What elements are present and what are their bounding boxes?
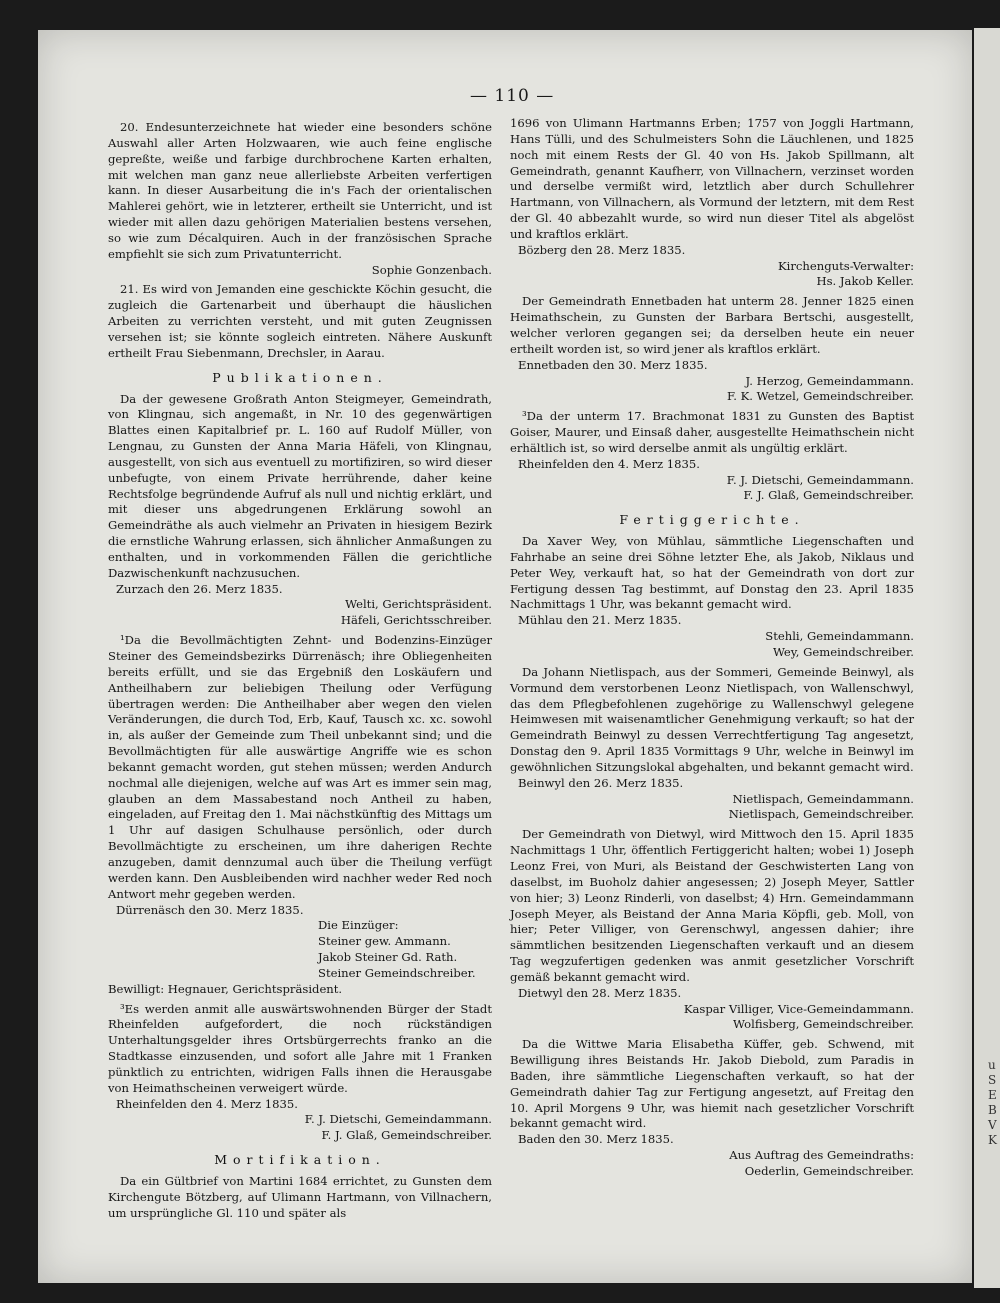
notice-date-line: Dietwyl den 28. Merz 1835. [518,985,682,1000]
adjacent-page-fragment: V [988,1118,997,1132]
notice-signature: Häfeli, Gerichtsschreiber. [340,613,492,628]
notice-signature: F. J. Dietschi, Gemeindammann. [304,1112,492,1127]
section-heading: Mortifikation. [214,1152,386,1168]
notice-paragraph: Da die Wittwe Maria Elisabetha Küffer, geb. Schwend, mit Bewilligung ihres Beistands Hr. Jakob Diebold, zum Paradis in Baden, ihre sämmtliche Liegenschaften verkauft, so hat der Gemeindrath dahier Tag zur Fertigung angesetzt, auf Freitag den 10. April Morgens 9 Uhr, was hiemit nach gesetzlicher Vorschrift bekannt gemacht wird. [510,1037,914,1131]
notice-signature: Sophie Gonzenbach. [371,262,492,277]
notice-paragraph: 20. Endesunterzeichnete hat wieder eine besonders schöne Auswahl aller Arten Holzwaaren, wie auch feine englische gepreßte, weiße und farbige durchbrochene Karten erhalten, mit welchen man ganz neue allerliebste Arbeiten verfertigen kann. In dieser Ausarbeitung die in's Fach der orientalischen Mahlerei gehört, wie in letzterer, ertheilt sie Unterricht, und ist wieder mit allen dazu gehörigen Materialien bestens versehen, so wie zum Décalquiren. Auch in der französischen Sprache empfiehlt sie sich zum Privatunterricht. [108,120,492,261]
notice-paragraph: ³Da der unterm 17. Brachmonat 1831 zu Gunsten des Baptist Goiser, Maurer, und Einsaß daher, ausgestellte Heimathschein nicht erhältlich ist, so wird derselbe anmit als ungültig erklärt. [510,409,914,455]
adjacent-page-blank [974,28,1000,1058]
notice-signature: Die Einzüger: [318,918,399,933]
notice-signature: Jakob Steiner Gd. Rath. [318,950,458,965]
notice-paragraph: Da Johann Nietlispach, aus der Sommeri, Gemeinde Beinwyl, als Vormund dem verstorbenen Leonz Nietlispach, von Wallenschwyl, das dem Pflegbefohlenen zugehörige zu Wallenschwyl gelegene Heimwesen mit waisenamtlicher Genehmigung verkauft; so hat der Gemeindrath Beinwyl zu dessen Verrechtfertigung Tag angesetzt, Donstag den 9. April 1835 Vormittags 9 Uhr, welche in Beinwyl im gewöhnlichen Sitzungslokal abgehalten, und bekannt gemacht wird. [510,664,914,774]
adjacent-page-fragment: u [988,1058,996,1072]
notice-date-line: Dürrenäsch den 30. Merz 1835. [116,902,304,917]
notice-signature: Aus Auftrag des Gemeindraths: [729,1148,914,1163]
notice-signature: Nietlispach, Gemeindschreiber. [728,807,914,822]
notice-date-line: Beinwyl den 26. Merz 1835. [518,775,684,790]
notice-paragraph: Der Gemeindrath von Dietwyl, wird Mittwoch den 15. April 1835 Nachmittags 1 Uhr, öffentlich Fertiggericht halten; wobei 1) Joseph Leonz Frei, von Muri, als Beistand der Geschwisterten Lang von daselbst, im Buoholz dahier angesessen; 2) Joseph Meyer, Sattler von hier; 3) Leonz Rinderli, von daselbst; 4) Hrn. Gemeindammann Joseph Meyer, als Beistand der Anna Maria Köpfli, geb. Moll, von hier; Peter Villiger, von Gerenschwyl, angessen dahier; ihre sämmtlichen besitzenden Liegenschaften verkauft und an diesem Tag wegzufertigen gedenken was anmit gesetzlicher Vorschrift gemäß bekannt gemacht wird. [510,827,914,984]
notice-signature: F. J. Glaß, Gemeindschreiber. [321,1128,492,1143]
notice-paragraph: Der Gemeindrath Ennetbaden hat unterm 28. Jenner 1825 einen Heimathschein, zu Gunsten der Barbara Bertschi, ausgestellt, welcher verloren gegangen sei; da derselben heute ein neuer ertheilt worden ist, so wird jener als kraftlos erklärt. [510,294,914,356]
notice-signature: Oederlin, Gemeindschreiber. [744,1164,914,1178]
notice-date-line: Rheinfelden den 4. Merz 1835. [518,456,700,471]
left-column [108,116,492,1222]
notice-signature: Steiner gew. Ammann. [318,934,451,949]
notice-date-line: Rheinfelden den 4. Merz 1835. [116,1096,298,1111]
notice-paragraph: ³Es werden anmit alle auswärtswohnenden Bürger der Stadt Rheinfelden aufgefordert, die noch rückständigen Unterhaltungsgelder ihres Ortsbürgerrechts franko an die Stadtkasse einzusenden, und sofort alle Jahre mit 1 Franken pünktlich zu entrichten, widrigen Falls ihnen die Herausgabe von Heimathscheinen verweigert würde. [108,1001,492,1095]
notice-signature: J. Herzog, Gemeindammann. [745,373,914,388]
notice-signature: F. K. Wetzel, Gemeindschreiber. [726,389,914,404]
section-heading: Fertiggerichte. [619,512,805,528]
notice-signature: Stehli, Gemeindammann. [765,629,914,644]
notice-signature: Nietlispach, Gemeindammann. [732,791,914,806]
notice-signature: F. J. Glaß, Gemeindschreiber. [743,488,914,503]
notice-signature: Wey, Gemeindschreiber. [772,645,914,659]
notice-date-line: Zurzach den 26. Merz 1835. [116,581,283,596]
adjacent-page-fragment: K [988,1133,997,1147]
adjacent-page-fragment: B [988,1103,997,1117]
adjacent-page-edge [974,28,1000,1288]
adjacent-page-fragment: E [988,1088,997,1102]
notice-date-line: Baden den 30. Merz 1835. [518,1132,674,1147]
notice-date-line: Ennetbaden den 30. Merz 1835. [518,357,708,372]
notice-signature: Welti, Gerichtspräsident. [345,597,492,612]
right-column [510,116,914,1180]
notice-text: Bewilligt: Hegnauer, Gerichtspräsident. [108,981,343,996]
notice-signature: F. J. Dietschi, Gemeindammann. [726,472,914,487]
notice-text: 1696 von Ulimann Hartmanns Erben; 1757 von Joggli Hartmann, Hans Tülli, und des Schulmeisters Sohn die Läuchlenen, und 1825 noch mit einem Rests der Gl. 40 von Hs. Jakob Spillmann, alt Gemeindrath, genannt Kaufherr, von Villnachern, verzinset worden und derselbe vermißt wird, letztlich aber durch Schullehrer Hartmann, von Villnachern, als Vormund der letztern, mit dem Rest der Gl. 40 abbezahlt wurde, so wird nun dieser Titel als abgelöst und kraftlos erklärt. [510,116,914,241]
notice-signature: Wolfisberg, Gemeindschreiber. [733,1017,914,1032]
notice-date-line: Bözberg den 28. Merz 1835. [518,242,686,257]
notice-signature: Kaspar Villiger, Vice-Gemeindammann. [683,1001,914,1016]
notice-paragraph: ¹Da die Bevollmächtigten Zehnt- und Bodenzins-Einzüger Steiner des Gemeindsbezirks Dürrenäsch; ihre Obliegenheiten bereits erfüllt, und sie das Ergebniß den Loskäufern und Antheilhabern zur beliebigen Theilung oder Verfügung übertragen werden: Die Antheilhaber aber wegen den vielen Veränderungen, die durch Tod, Erb, Kauf, Tausch xc. xc. sowohl in, als außer der Gemeinde zum Theil unbekannt sind; und die Bevollmächtigten für alle auswärtige Angriffe wie es schon bekannt gemacht worden, gut stehen müssen; werden Andurch nochmal alle diejenigen, welche auf was Art es immer sein mag, glauben an dem Massabestand noch Antheil zu haben, eingeladen, auf Freitag den 1. Mai nächstkünftig des Mittags um 1 Uhr auf dasigen Schulhause persönlich, oder durch Bevollmächtigte zu erscheinen, um ihre daherigen Rechte anzugeben, damit dennzumal auch über die Theilung verfügt werden kann. Den Ausbleibenden wird nachher weder Red noch Antwort mehr gegeben werden. [108,633,492,901]
notice-paragraph: Da ein Gültbrief von Martini 1684 errichtet, zu Gunsten dem Kirchengute Bötzberg, auf Ulimann Hartmann, von Villnachern, um ursprüngliche Gl. 110 und später als [108,1174,492,1220]
adjacent-page-fragment: S [988,1073,997,1087]
notice-signature: Kirchenguts-Verwalter: [778,258,914,273]
notice-signature: Hs. Jakob Keller. [816,274,914,289]
notice-paragraph: Da Xaver Wey, von Mühlau, sämmtliche Liegenschaften und Fahrhabe an seine drei Söhne letzter Ehe, als Jakob, Niklaus und Peter Wey, verkauft hat, so hat der Gemeindrath von dort zur Fertigung dessen Tag bestimmt, auf Donstag den 23. April 1835 Nachmittags 1 Uhr, was bekannt gemacht wird. [510,534,914,612]
notice-date-line: Mühlau den 21. Merz 1835. [518,613,682,628]
notice-paragraph: 21. Es wird von Jemanden eine geschickte Köchin gesucht, die zugleich die Gartenarbeit und überhaupt die häuslichen Arbeiten zu verrichten versteht, und mit guten Zeugnissen versehen ist; sie könnte sogleich eintreten. Nähere Auskunft ertheilt Frau Siebenmann, Drechsler, in Aarau. [108,282,492,360]
notice-paragraph: Da der gewesene Großrath Anton Steigmeyer, Gemeindrath, von Klingnau, sich angemaßt, in Nr. 10 des gegenwärtigen Blattes einen Kapitalbrief pr. L. 160 auf Rudolf Müller, von Lengnau, zu Gunsten der Anna Maria Häfeli, von Klingnau, ausgestellt, von sich aus eventuell zu mortifiziren, so wird dieser unbefugte, von einem Private herrührende, daher keine Rechtsfolge begründende Aufruf als null und nichtig erklärt, und mit dieser uns abgedrungenen Erklärung sowohl an Gemeindräthe als auch vielmehr an Privaten in hiesigem Bezirk die ernstliche Wahrung erlassen, sich ähnlicher Anmaßungen zu enthalten, und in vorkommenden Fällen die gerichtliche Dazwischenkunft nachzusuchen. [108,391,492,580]
page-number: — 110 — [470,86,555,106]
section-heading: Publikationen. [212,369,388,385]
notice-signature: Steiner Gemeindschreiber. [318,965,476,980]
